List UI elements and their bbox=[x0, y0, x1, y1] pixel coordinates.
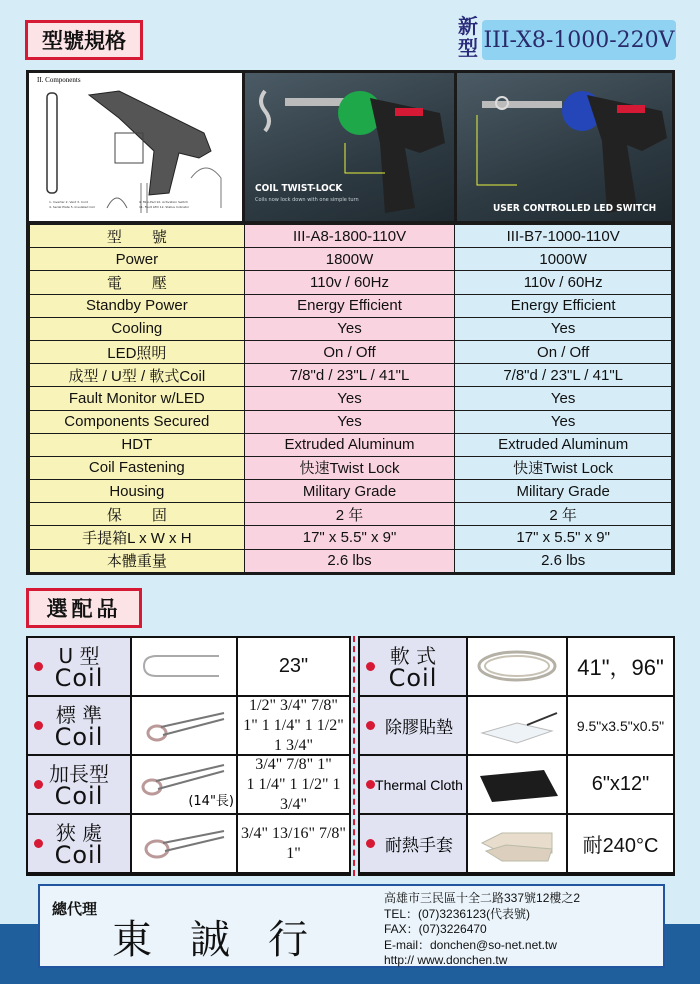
spec-row bbox=[30, 225, 672, 248]
spec-value-model-b: Military Grade bbox=[455, 480, 672, 503]
spec-section-title: 型號規格 bbox=[25, 20, 143, 60]
email-link[interactable]: E-mail：donchen@so-net.net.tw bbox=[384, 937, 557, 952]
spec-label: Fault Monitor w/LED bbox=[30, 387, 245, 410]
spec-value-model-a: III-A8-1800-110V bbox=[244, 225, 455, 248]
accessory-name-en: Coil bbox=[54, 722, 104, 751]
accessory-name: 耐熱手套 bbox=[385, 836, 453, 856]
spec-value-model-b: On / Off bbox=[455, 340, 672, 363]
spec-label: Power bbox=[30, 248, 245, 271]
spec-label: Housing bbox=[30, 480, 245, 503]
accessory-name-en: Coil bbox=[388, 663, 438, 692]
accessory-name-cell bbox=[28, 697, 130, 754]
accessory-name-cell bbox=[360, 638, 466, 695]
spec-value-model-a: 2.6 lbs bbox=[244, 549, 455, 572]
accessory-row-adhesive-pad bbox=[360, 697, 673, 754]
svg-text:4. Serial Plate 5. Insulated: 4. Serial Plate 5. Insulated Coil bbox=[49, 205, 95, 209]
new-model-number: III-X8-1000-220V bbox=[482, 20, 676, 60]
accessory-name-zh: 狹 處 bbox=[55, 820, 103, 845]
led-switch-photo bbox=[457, 73, 672, 221]
photo2-caption: USER CONTROLLED LED SWITCH bbox=[493, 203, 657, 214]
accessory-name: Thermal Cloth bbox=[375, 776, 463, 793]
accessory-name-cell bbox=[360, 756, 466, 813]
spec-label: LED照明 bbox=[30, 340, 245, 363]
spec-value-model-a: Yes bbox=[244, 410, 455, 433]
accessory-value: 耐240°C bbox=[568, 815, 673, 872]
bullet-icon bbox=[366, 780, 375, 789]
spec-value-model-b: 2 年 bbox=[455, 503, 672, 526]
spec-value-model-b: III-B7-1000-110V bbox=[455, 225, 672, 248]
spec-value-model-b: 110v / 60Hz bbox=[455, 271, 672, 294]
spec-value-model-a: On / Off bbox=[244, 340, 455, 363]
extended-length-note: (14"長) bbox=[188, 794, 234, 809]
accessory-name-cell bbox=[28, 756, 130, 813]
bullet-icon bbox=[366, 662, 375, 671]
spec-row bbox=[30, 503, 672, 526]
accessory-value: 41"，96" bbox=[568, 638, 673, 695]
accessory-name-cell bbox=[28, 638, 130, 695]
svg-text:11. Fault LED 12. Status Indi: 11. Fault LED 12. Status Indicator bbox=[139, 205, 190, 209]
accessory-row-extended-coil bbox=[28, 756, 349, 813]
tool-illustration-blue bbox=[457, 73, 672, 221]
spec-row bbox=[30, 549, 672, 572]
spec-row bbox=[30, 364, 672, 387]
spec-label: 成型 / U型 / 軟式Coil bbox=[30, 364, 245, 387]
spec-value-model-a: 17" x 5.5" x 9" bbox=[244, 526, 455, 549]
spec-value-model-a: 快速Twist Lock bbox=[244, 456, 455, 479]
spec-value-model-a: Yes bbox=[244, 317, 455, 340]
spec-value-model-b: 快速Twist Lock bbox=[455, 456, 672, 479]
bullet-icon bbox=[34, 780, 43, 789]
accessory-name-cell bbox=[28, 815, 130, 872]
spec-label: 保 固 bbox=[30, 503, 245, 526]
standard-coil-image bbox=[132, 697, 236, 754]
spec-label: Coil Fastening bbox=[30, 456, 245, 479]
spec-panel bbox=[26, 70, 675, 575]
accessory-value: 6"x12" bbox=[568, 756, 673, 813]
spec-value-model-b: Yes bbox=[455, 387, 672, 410]
spec-value-model-a: Yes bbox=[244, 387, 455, 410]
accessory-name-en: Coil bbox=[54, 663, 104, 692]
address: 高雄市三民區十全二路337號12樓之2 bbox=[384, 891, 581, 905]
coil-size-row: 3/4" 7/8" 1" bbox=[255, 755, 332, 773]
spec-label: HDT bbox=[30, 433, 245, 456]
spec-value-model-b: 7/8"d / 23"L / 41"L bbox=[455, 364, 672, 387]
spec-value-model-a: Extruded Aluminum bbox=[244, 433, 455, 456]
accessory-name-zh: 加長型 bbox=[49, 761, 109, 786]
bullet-icon bbox=[34, 839, 43, 848]
spec-row bbox=[30, 271, 672, 294]
accessory-row-narrow-coil bbox=[28, 815, 349, 872]
accessory-row-soft-coil bbox=[360, 638, 673, 695]
accessory-value: 9.5"x3.5"x0.5" bbox=[568, 697, 673, 754]
spec-row bbox=[30, 248, 672, 271]
spec-value-model-b: 1000W bbox=[455, 248, 672, 271]
spec-label: 電 壓 bbox=[30, 271, 245, 294]
spec-row bbox=[30, 433, 672, 456]
spec-label: Cooling bbox=[30, 317, 245, 340]
svg-text:1. Inverter 2. Vent 3. Cord: 1. Inverter 2. Vent 3. Cord bbox=[49, 200, 89, 204]
accessory-name: 除膠貼墊 bbox=[385, 718, 453, 738]
accessories-section-title: 選配品 bbox=[26, 588, 142, 628]
spec-value-model-a: 7/8"d / 23"L / 41"L bbox=[244, 364, 455, 387]
spec-value-model-b: 2.6 lbs bbox=[455, 549, 672, 572]
photo1-subcaption: Coils now lock down with one simple turn bbox=[255, 197, 359, 203]
photo1-caption: COIL TWIST-LOCK bbox=[255, 183, 343, 194]
accessory-row-gloves bbox=[360, 815, 673, 872]
extended-coil-image bbox=[132, 756, 236, 813]
accessory-name-zh: U 型 bbox=[58, 643, 100, 668]
u-coil-image bbox=[132, 638, 236, 695]
coil-size-row: 1 1/4" 1 1/2" 1 3/4" bbox=[246, 775, 341, 813]
accessory-row-standard-coil bbox=[28, 697, 349, 754]
accessories-right-panel bbox=[358, 636, 675, 876]
narrow-coil-image bbox=[132, 815, 236, 872]
accessories-left-panel bbox=[26, 636, 351, 876]
thermal-cloth-image bbox=[468, 756, 566, 813]
accessory-row-thermal-cloth bbox=[360, 756, 673, 813]
spec-row bbox=[30, 387, 672, 410]
accessory-name-cell bbox=[360, 815, 466, 872]
spec-table bbox=[29, 224, 672, 573]
spec-row bbox=[30, 294, 672, 317]
agent-label: 總代理 bbox=[52, 900, 98, 918]
accessory-value: 23" bbox=[238, 638, 349, 695]
adhesive-pad-image bbox=[468, 697, 566, 754]
spec-value-model-b: Energy Efficient bbox=[455, 294, 672, 317]
spec-value-model-a: 2 年 bbox=[244, 503, 455, 526]
website-link[interactable]: http:// www.donchen.tw bbox=[384, 953, 508, 967]
spec-row bbox=[30, 526, 672, 549]
spec-value-model-a: Energy Efficient bbox=[244, 294, 455, 317]
accessory-name-cell bbox=[360, 697, 466, 754]
distributor-footer bbox=[38, 884, 665, 968]
bullet-icon bbox=[366, 839, 375, 848]
bullet-icon bbox=[34, 721, 43, 730]
accessory-name-zh: 軟 式 bbox=[389, 643, 437, 668]
gloves-image bbox=[468, 815, 566, 872]
coil-size-row: 1/2" 3/4" 7/8" bbox=[249, 696, 338, 714]
spec-row bbox=[30, 456, 672, 479]
coil-twist-lock-photo bbox=[245, 73, 454, 221]
spec-value-model-a: 110v / 60Hz bbox=[244, 271, 455, 294]
section-divider bbox=[353, 636, 355, 876]
soft-coil-image bbox=[468, 638, 566, 695]
bullet-icon bbox=[34, 662, 43, 671]
components-diagram bbox=[29, 73, 242, 221]
spec-label: 本體重量 bbox=[30, 549, 245, 572]
spec-row bbox=[30, 480, 672, 503]
new-model-label: 新型 bbox=[458, 14, 478, 60]
components-drawing bbox=[29, 73, 242, 221]
spec-row bbox=[30, 317, 672, 340]
accessory-name-zh: 標 準 bbox=[55, 702, 103, 727]
components-label: II. Components bbox=[37, 76, 81, 84]
spec-value-model-b: Yes bbox=[455, 410, 672, 433]
bullet-icon bbox=[366, 721, 375, 730]
spec-row bbox=[30, 340, 672, 363]
accessory-row-u-coil bbox=[28, 638, 349, 695]
svg-text:9. Mini-Pad 10. Activation Sw: 9. Mini-Pad 10. Activation Switch bbox=[139, 200, 189, 204]
coil-size-row: 3/4" 13/16" 7/8" 1" bbox=[238, 815, 349, 872]
accessory-name-en: Coil bbox=[54, 781, 104, 810]
spec-value-model-a: 1800W bbox=[244, 248, 455, 271]
coil-size-row: 1" 1 1/4" 1 1/2" 1 3/4" bbox=[243, 716, 344, 754]
spec-row bbox=[30, 410, 672, 433]
spec-label: Components Secured bbox=[30, 410, 245, 433]
spec-value-model-a: Military Grade bbox=[244, 480, 455, 503]
spec-label: 手提箱L x W x H bbox=[30, 526, 245, 549]
spec-value-model-b: Yes bbox=[455, 317, 672, 340]
telephone: TEL：(07)3236123(代表號) bbox=[384, 906, 531, 921]
accessory-name-en: Coil bbox=[54, 840, 104, 869]
fax: FAX：(07)3226470 bbox=[384, 922, 487, 936]
spec-value-model-b: 17" x 5.5" x 9" bbox=[455, 526, 672, 549]
spec-value-model-b: Extruded Aluminum bbox=[455, 433, 672, 456]
contact-info bbox=[384, 891, 580, 969]
spec-label: Standby Power bbox=[30, 294, 245, 317]
spec-label: 型 號 bbox=[30, 225, 245, 248]
company-name: 東誠行 bbox=[112, 917, 346, 963]
